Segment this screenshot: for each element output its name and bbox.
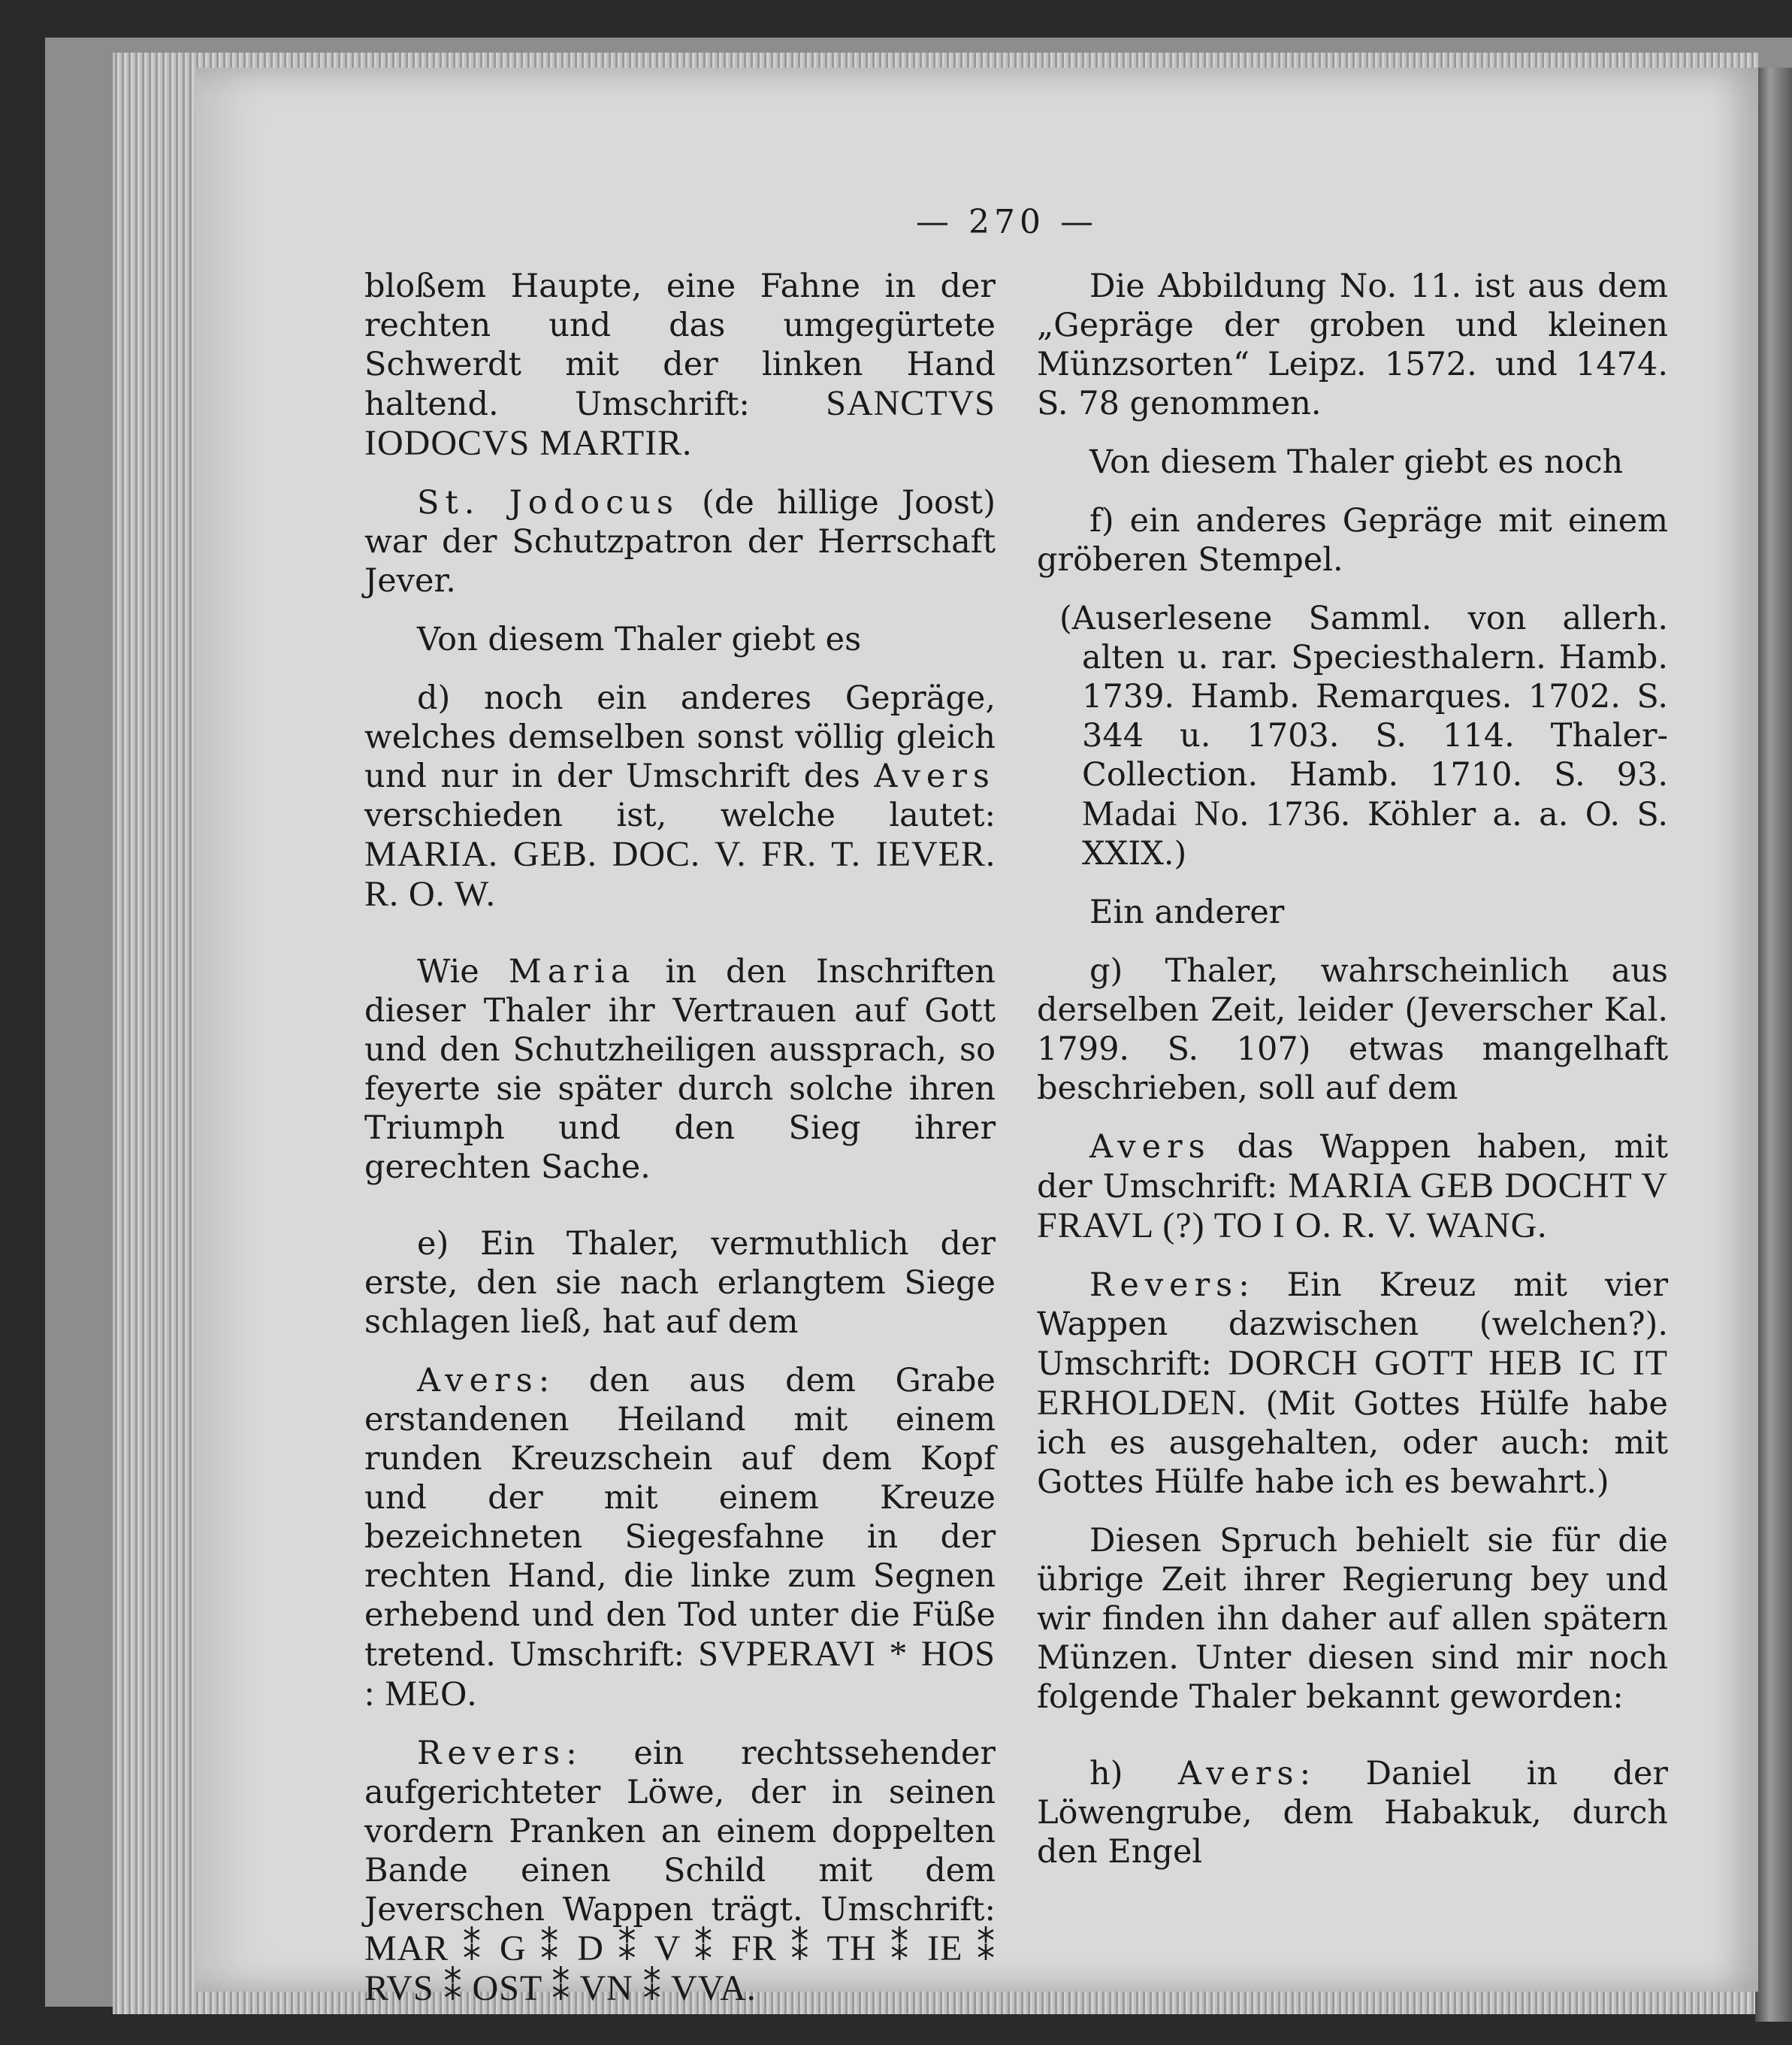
coin-inscription: MARIA GEB DOCHT V FRAVL (?) TO I O. R. V. WANG.	[1037, 1166, 1668, 1245]
paragraph-label: h)	[1089, 1755, 1178, 1792]
paragraph	[364, 1361, 996, 1714]
paragraph	[364, 620, 996, 659]
paragraph-text: Von diesem Thaler giebt es noch	[1089, 443, 1624, 481]
right-column	[1037, 267, 1668, 1891]
paragraph	[1037, 1127, 1668, 1246]
paragraph-text: (de hillige Joost) war der Schutzpatron der Herrschaft Jever.	[364, 484, 996, 600]
term-avers: Avers	[1177, 1755, 1300, 1792]
coin-inscription: MAR ⁑ G ⁑ D ⁑ V ⁑ FR ⁑ TH ⁑ IE ⁑ RVS ⁑ OST ⁑ VN ⁑ VVA.	[364, 1929, 996, 2008]
paragraph	[1037, 1521, 1668, 1717]
coin-inscription: MARIA. GEB. DOC. V. FR. T. IEVER. R. O. W.	[364, 834, 996, 914]
paragraph-text: (Mit Gottes Hülfe habe ich es ausgehalten, oder auch: mit Gottes Hülfe habe ich es bewahrt.)	[1037, 1385, 1668, 1501]
term-revers: Revers	[1089, 1266, 1239, 1304]
paragraph-text: : ein rechtssehender aufgerichteter Löwe, der in seinen vordern Pranken an einem doppelten Bande einen Schild mit dem Jeverschen Wappen trägt. Umschrift:	[364, 1735, 996, 1929]
paragraph	[364, 1734, 996, 2009]
paragraph-text: Die Abbildung No. 11. ist aus dem „Gepräge der groben und kleinen Münzsorten“ Leipz. 1572. und 1474. S. 78 genommen.	[1037, 268, 1668, 422]
saint-name: St. Jodocus	[417, 484, 679, 522]
citation-madai: Madai No. 1736.	[1082, 794, 1351, 833]
paragraph	[364, 679, 996, 915]
paragraph-text: Diesen Spruch behielt sie für die übrige Zeit ihrer Regierung bey und wir finden ihn daher auf allen spätern Münzen. Unter diesen sind mir noch folgende Thaler bekannt geworden:	[1037, 1522, 1668, 1716]
paragraph	[1037, 951, 1668, 1108]
term-avers: Avers	[874, 758, 996, 795]
paragraph	[364, 952, 996, 1187]
paragraph	[1037, 501, 1668, 579]
coin-inscription: SANCTVS IODOCVS MARTIR.	[364, 383, 996, 463]
paragraph	[364, 483, 996, 600]
term-revers: Revers	[417, 1735, 567, 1772]
paragraph-text: verschieden ist, welche lautet:	[364, 797, 996, 834]
paragraph-text: Wie	[417, 953, 509, 991]
left-column	[364, 267, 996, 2028]
paragraph	[1037, 1266, 1668, 1502]
paragraph-text: : Ein Kreuz mit vier Wappen dazwischen (welchen?). Umschrift:	[1037, 1266, 1668, 1383]
paragraph-text: (Auserlesene Samml. von allerh. alten u. rar. Speciesthalern. Hamb. 1739. Hamb. Remarques. 1702. S. 344 u. 1703. S. 114. Thaler-Collection. Hamb. 1710. S. 93.	[1059, 600, 1668, 794]
paragraph-text: in den Inschriften dieser Thaler ihr Vertrauen auf Gott und den Schutzheiligen aussprach, so feyerte sie später durch solche ihren Triumph und den Sieg ihrer gerechten Sache.	[364, 953, 996, 1186]
paragraph-text: d) noch ein anderes Gepräge, welches demselben sonst völlig gleich und nur in der Umschrift des	[364, 679, 996, 795]
page-number: — 270 —	[916, 203, 1098, 241]
paragraph-text: das Wappen haben, mit der Umschrift:	[1037, 1128, 1668, 1206]
paragraph-text: : Daniel in der Löwengrube, dem Habakuk, durch den Engel	[1037, 1755, 1668, 1871]
paragraph-text: Ein anderer	[1089, 894, 1285, 931]
paragraph	[1037, 893, 1668, 932]
paragraph	[1037, 1754, 1668, 1871]
paragraph-text: : den aus dem Grabe erstandenen Heiland mit einem runden Kreuzschein auf dem Kopf und der mit einem Kreuze bezeichneten Siegesfahne in der rechten Hand, die linke zum Segnen erhebend und den Tod unter die Füße tretend. Umschrift:	[364, 1362, 996, 1674]
paragraph	[1037, 267, 1668, 423]
paragraph-text: Köhler a. a. O. S. XXIX.)	[1082, 796, 1668, 873]
name-maria: Maria	[508, 953, 636, 991]
paragraph-text: bloßem Haupte, eine Fahne in der rechten und das umgegürtete Schwerdt mit der linken Hand haltend. Umschrift:	[364, 268, 996, 423]
citation-paragraph	[1037, 599, 1668, 873]
facing-page-edge	[1755, 68, 1792, 2022]
paragraph	[364, 1224, 996, 1342]
paragraph-text: Von diesem Thaler giebt es	[417, 621, 862, 658]
paragraph	[1037, 443, 1668, 482]
paragraph-text: g) Thaler, wahrscheinlich aus derselben Zeit, leider (Jeverscher Kal. 1799. S. 107) etwas mangelhaft beschrieben, soll auf dem	[1037, 952, 1668, 1107]
paragraph-text: f) ein anderes Gepräge mit einem gröberen Stempel.	[1037, 502, 1668, 579]
coin-inscription: DORCH GOTT HEB IC IT ERHOLDEN.	[1037, 1343, 1669, 1423]
paragraph-text: e) Ein Thaler, vermuthlich der erste, den sie nach erlangtem Siege schlagen ließ, hat auf dem	[364, 1225, 996, 1341]
coin-inscription: SVPERAVI * HOS : MEO.	[364, 1634, 996, 1714]
paragraph	[364, 267, 996, 464]
term-avers: Avers	[417, 1362, 539, 1399]
term-avers: Avers	[1089, 1128, 1211, 1166]
